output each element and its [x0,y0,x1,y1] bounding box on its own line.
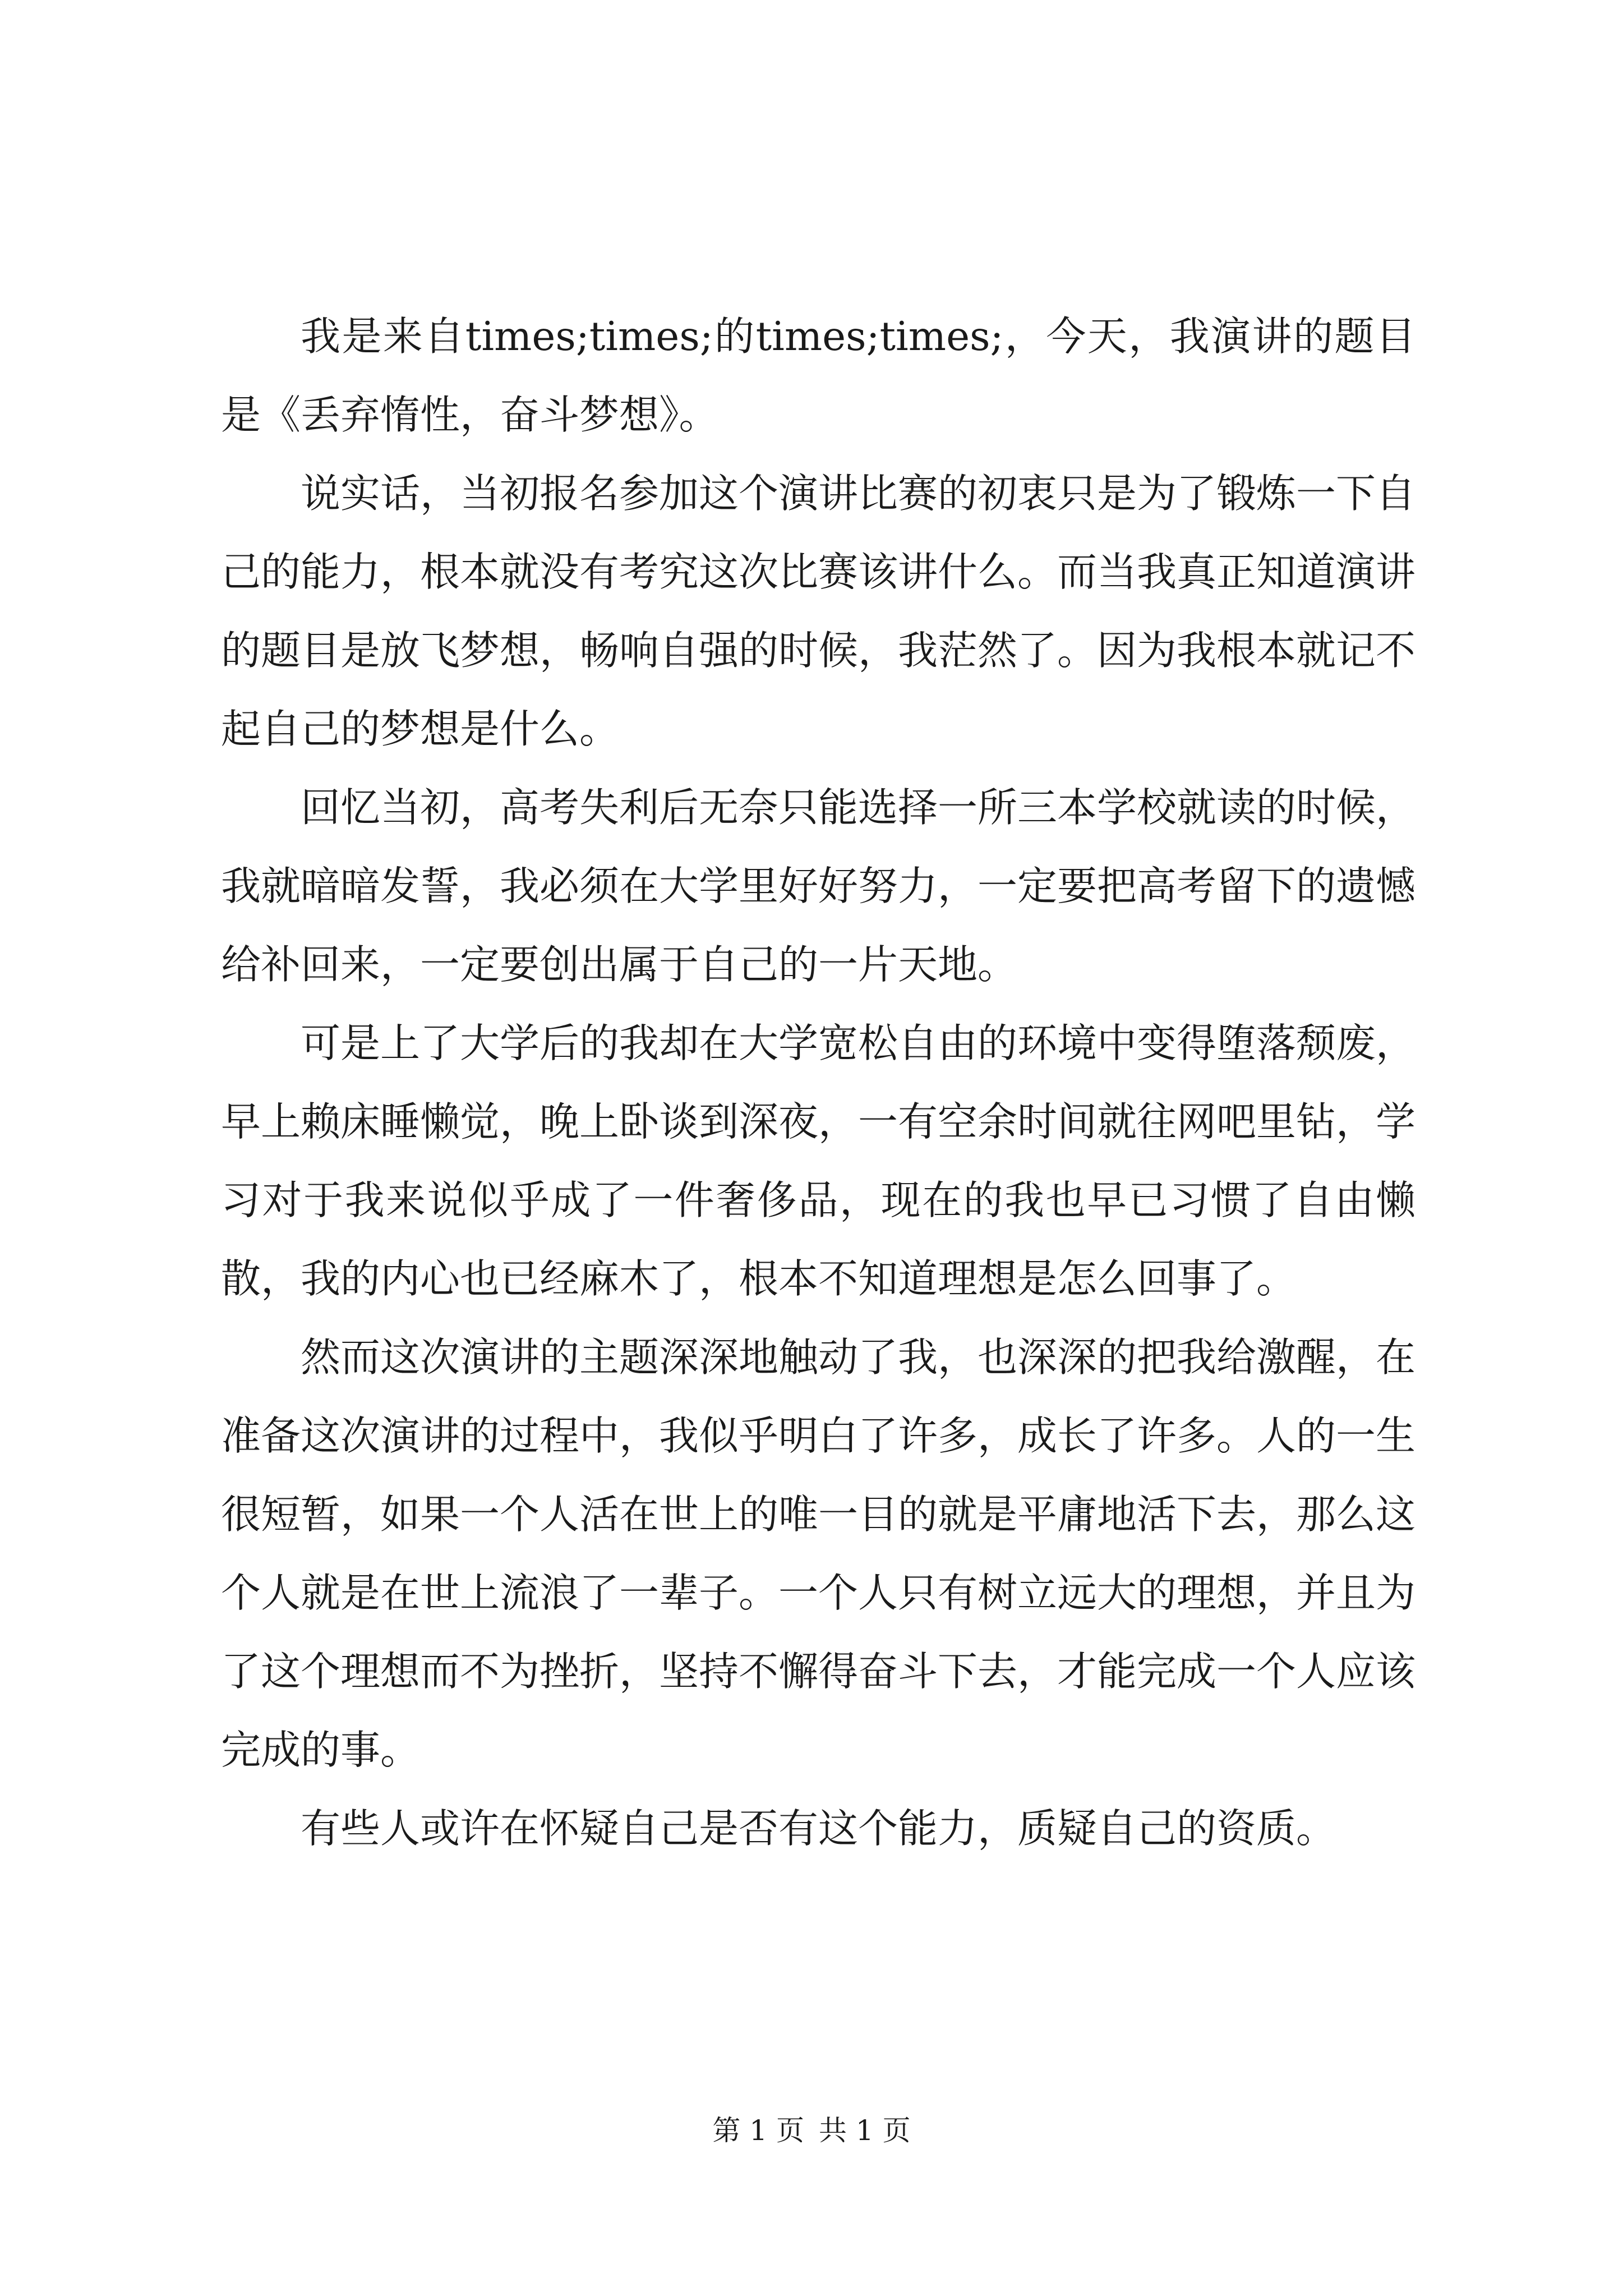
paragraph: 我是来自times;times;的times;times;，今天，我演讲的题目是《丢弃惰性，奋斗梦想》。 [221,313,1415,438]
page-total: 共 1 页 [819,2114,911,2147]
page-number: 第 1 页 [712,2114,804,2147]
document-body [221,297,1415,1868]
paragraph: 可是上了大学后的我却在大学宽松自由的环境中变得堕落颓废，早上赖床睡懒觉，晚上卧谈到深夜，一有空余时间就往网吧里钻，学习对于我来说似乎成了一件奢侈品，现在的我也早已习惯了自由懒散，我的内心也已经麻木了，根本不知道理想是怎么回事了。 [221,1020,1416,1302]
paragraph: 有些人或许在怀疑自己是否有这个能力，质疑自己的资质。 [301,1805,1336,1852]
paragraph: 然而这次演讲的主题深深地触动了我，也深深的把我给激醒，在准备这次演讲的过程中，我似乎明白了许多，成长了许多。人的一生很短暂，如果一个人活在世上的唯一目的就是平庸地活下去，那么这个人就是在世上流浪了一辈子。一个人只有树立远大的理想，并且为了这个理想而不为挫折，坚持不懈得奋斗下去，才能完成一个人应该完成的事。 [221,1334,1416,1773]
page-footer [0,2114,1623,2147]
paragraph: 说实话，当初报名参加这个演讲比赛的初衷只是为了锻炼一下自己的能力，根本就没有考究这次比赛该讲什么。而当我真正知道演讲的题目是放飞梦想，畅响自强的时候，我茫然了。因为我根本就记不起自己的梦想是什么。 [221,470,1416,752]
paragraph: 回忆当初，高考失利后无奈只能选择一所三本学校就读的时候，我就暗暗发誓，我必须在大学里好好努力，一定要把高考留下的遗憾给补回来，一定要创出属于自己的一片天地。 [221,784,1416,988]
